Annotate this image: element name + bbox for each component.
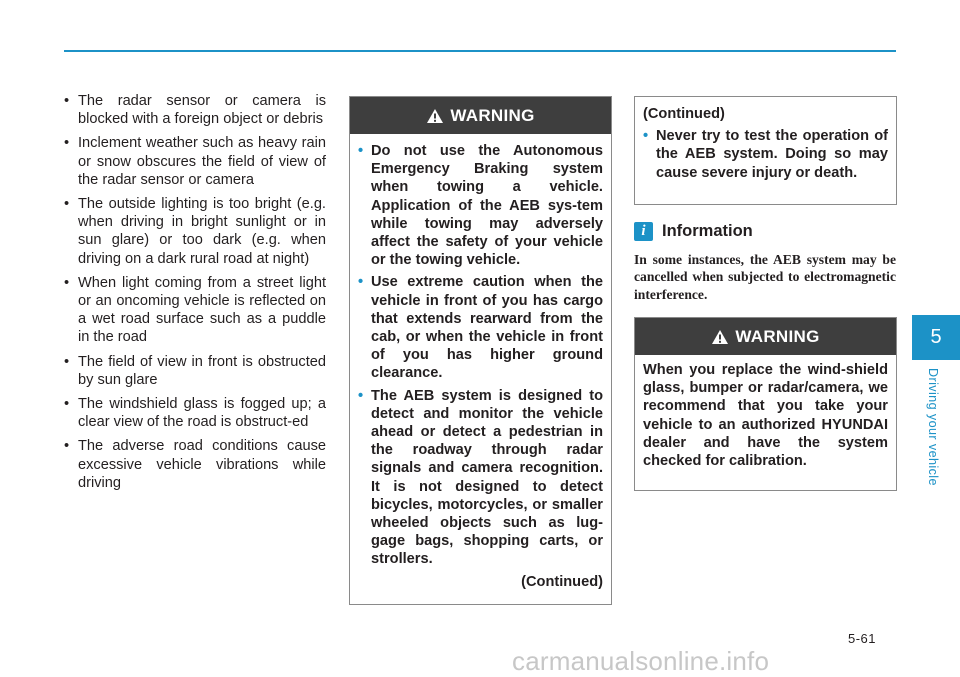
continued-label: (Continued) xyxy=(521,573,603,590)
watermark: carmanualsonline.info xyxy=(512,646,770,676)
information-text: In some instances, the AEB system may be cancelled when subjected to electromagnetic interference. xyxy=(634,252,896,302)
warning-body xyxy=(350,134,611,599)
warning-box-aeb xyxy=(349,96,612,605)
list-item: • The radar sensor or camera is blocked with a foreign object or debris xyxy=(64,93,326,128)
top-rule xyxy=(64,50,896,52)
conditions-list-column xyxy=(64,92,326,498)
warning-title: WARNING xyxy=(450,105,535,125)
warning-list xyxy=(358,142,603,569)
list-item: • The adverse road conditions cause excessive vehicle vibrations while driving xyxy=(64,438,326,491)
bullet: • xyxy=(64,353,70,370)
list-item: • The AEB system is designed to detect and monitor the vehicle ahead or detect a pedestrian in the roadway through radar signals and camera recognition. It is not designed to detect bicycles, motorcycles, or smaller wheeled objects such as lug-gage bags, shopping carts, or strollers. xyxy=(358,387,603,568)
chapter-title: Driving your vehicle xyxy=(926,368,940,486)
warning-header xyxy=(635,318,896,355)
information-heading xyxy=(634,222,896,241)
list-item: • The outside lighting is too bright (e.g. when driving in bright sunlight or in sun glare) or too dark (e.g. when driving on a dark rural road at night) xyxy=(64,196,326,267)
bullet: • xyxy=(64,396,70,413)
list-item: • The windshield glass is fogged up; a clear view of the road is obstruct-ed xyxy=(64,396,326,431)
page-number: 5-61 xyxy=(848,631,877,646)
information-title: Information xyxy=(662,222,753,240)
warning-box-calibration xyxy=(634,317,897,491)
warning-body xyxy=(635,355,896,478)
bullet: • xyxy=(64,438,70,455)
conditions-list xyxy=(64,92,326,492)
bullet: • xyxy=(64,135,70,152)
bullet: • xyxy=(358,387,364,404)
continued-label: (Continued) xyxy=(643,106,725,122)
list-item: • When light coming from a street light or an oncoming vehicle is reflected on a wet road surface such as a puddle in the road xyxy=(64,274,326,346)
bullet: • xyxy=(64,274,70,291)
list-item: • Never try to test the operation of the AEB system. Doing so may cause severe injury or death. xyxy=(643,128,888,181)
list-item: • Use extreme caution when the vehicle in front of you has cargo that extends rearward from the cab, or when the vehicle in front of you has higher ground clearance. xyxy=(358,274,603,382)
warning-body xyxy=(635,97,896,194)
list-item: • The field of view in front is obstructed by sun glare xyxy=(64,353,326,388)
warning-header xyxy=(350,97,611,134)
chapter-tab xyxy=(912,315,960,360)
bullet: • xyxy=(643,128,649,145)
information-section xyxy=(634,222,896,303)
warning-triangle-icon xyxy=(426,108,444,124)
list-item: • Inclement weather such as heavy rain or snow obscures the field of view of the radar sensor or camera xyxy=(64,135,326,188)
bullet: • xyxy=(358,274,364,291)
bullet: • xyxy=(64,93,70,109)
chapter-number: 5 xyxy=(930,326,942,348)
bullet: • xyxy=(358,143,364,159)
warning-box-continued xyxy=(634,96,897,205)
warning-triangle-icon xyxy=(711,329,729,345)
warning-list xyxy=(643,127,888,182)
bullet: • xyxy=(64,196,70,213)
warning-text: When you replace the wind-shield glass, bumper or radar/camera, we recommend that you take your vehicle to an authorized HYUNDAI dealer and have the system checked for calibration. xyxy=(643,362,888,470)
list-item: • Do not use the Autonomous Emergency Braking system when towing a vehicle. Application of the AEB sys-tem while towing may adversely affect the safety of your vehicle or the towing vehicle. xyxy=(358,143,603,269)
warning-title: WARNING xyxy=(735,326,820,346)
info-icon: i xyxy=(634,222,653,241)
